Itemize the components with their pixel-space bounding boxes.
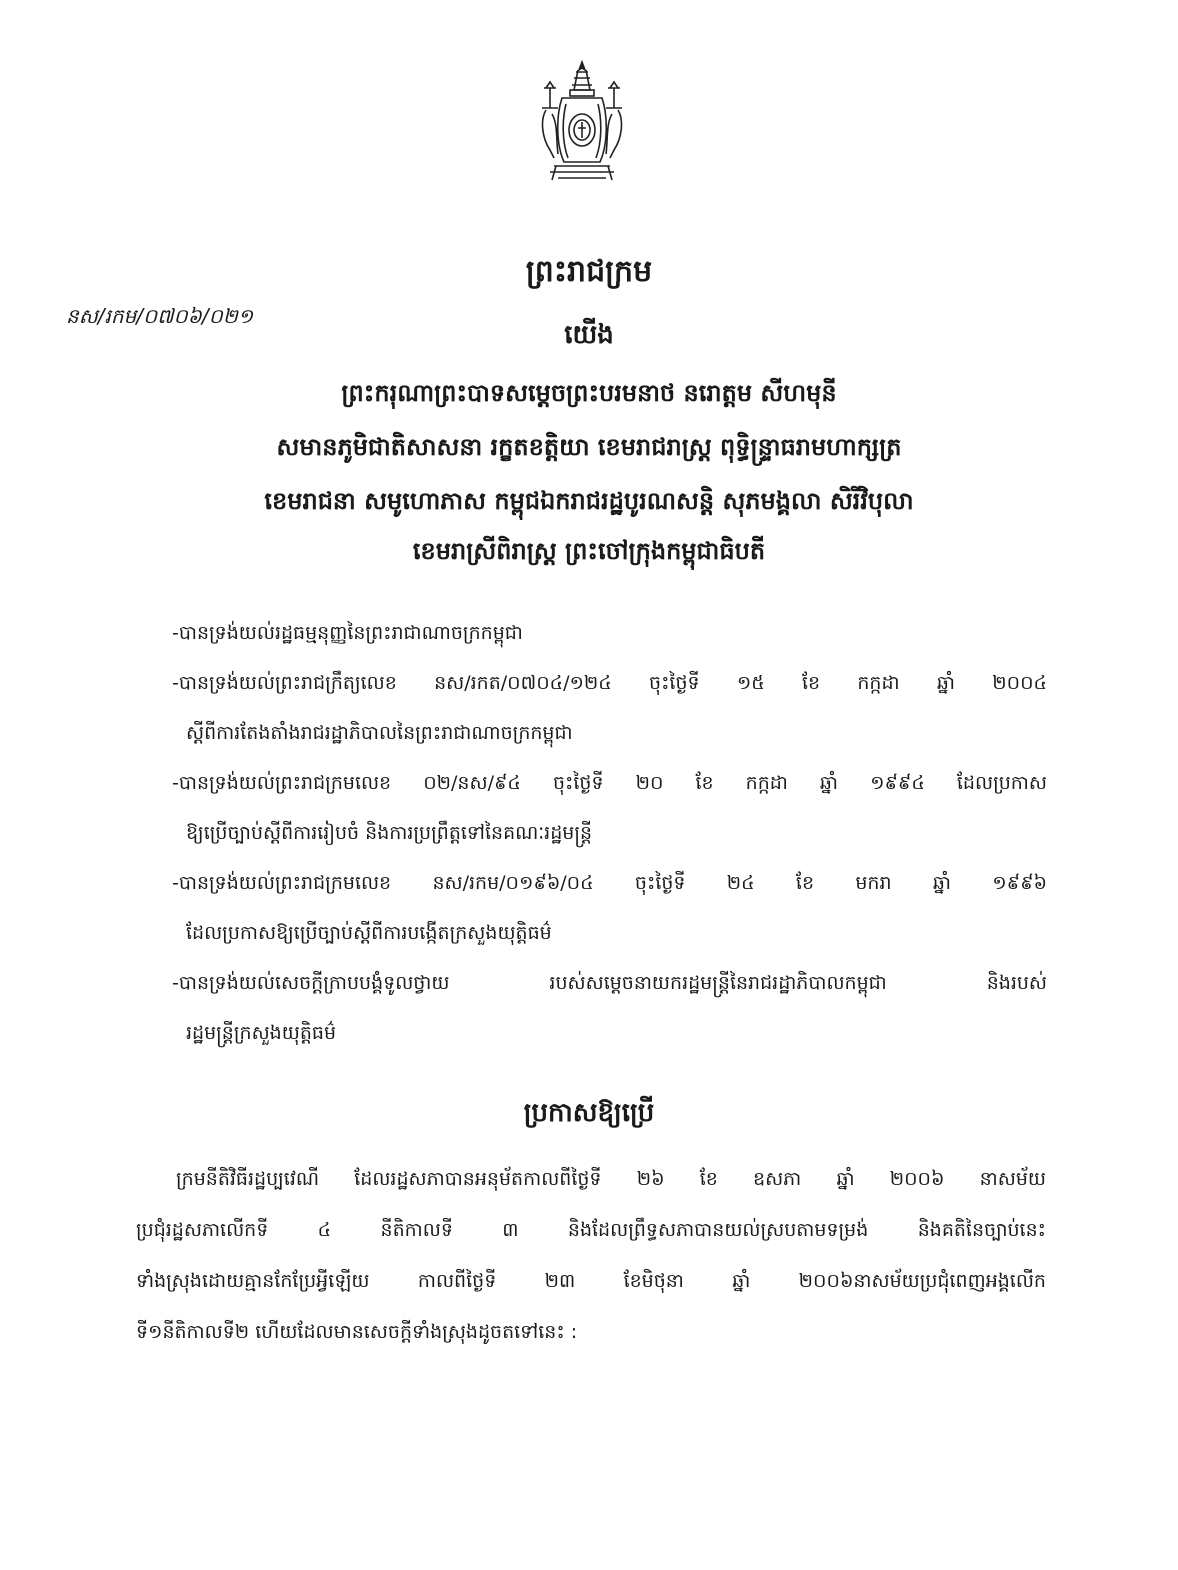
reference-number: នស/រកម/០៧០៦/០២១ <box>66 304 254 328</box>
yeung-heading: យើង <box>564 320 614 350</box>
vista-text: -បានទ្រង់យល់ព្រះរាជក្រឹត្យលេខ នស/រកត/០៧០៤/១២៤ ចុះថ្ងៃទី ១៥ ខែ កក្កដា ឆ្នាំ ២០០៤ <box>172 672 1047 694</box>
promulgation-heading: ប្រកាសឱ្យប្រើ <box>523 1098 655 1128</box>
body-line: ប្រជុំរដ្ឋសភាលើកទី ៤ នីតិកាលទី ៣ និងដែលព្រឹទ្ធសភាបានយល់ស្របតាមទម្រង់ និងគតិនៃច្បាប់នេះ <box>136 1219 1046 1241</box>
vista-text: -បានទ្រង់យល់ព្រះរាជក្រមលេខ ០២/នស/៩៤ ចុះថ្ងៃទី ២០ ខែ កក្កដា ឆ្នាំ ១៩៩៤ ដែលប្រកាស <box>172 772 1047 794</box>
vista-item <box>172 608 1047 658</box>
vista-continuation: ស្តីពីការតែងតាំងរាជរដ្ឋាភិបាលនៃព្រះរាជាណាចក្រកម្ពុជា <box>186 722 573 744</box>
decree-title: ព្រះរាជក្រម <box>525 254 653 289</box>
vista-continuation: ដែលប្រកាសឱ្យប្រើច្បាប់ស្តីពីការបង្កើតក្រសួងយុត្តិធម៌ <box>186 922 552 944</box>
vista-text: -បានទ្រង់យល់សេចក្តីក្រាបបង្គំទូលថ្វាយ របស់សម្តេចនាយករដ្ឋមន្ត្រីនៃរាជរដ្ឋាភិបាលកម្ពុជា និងរបស់ <box>172 972 1047 994</box>
body-line: ទាំងស្រុងដោយគ្មានកែប្រែអ្វីឡើយ កាលពីថ្ងៃទី ២៣ ខែមិថុនា ឆ្នាំ ២០០៦នាសម័យប្រជុំពេញអង្គលើក <box>136 1270 1046 1292</box>
king-title-line: ខេមរាជនា សមូហោភាស កម្ពុជឯករាជរដ្ឋបូរណសន្តិ សុភមង្គលា សិរីវិបុលា <box>264 487 914 515</box>
body-line: ទី១នីតិកាលទី២ ហើយដែលមានសេចក្តីទាំងស្រុងដូចតទៅនេះ : <box>136 1321 578 1343</box>
vista-text: -បានទ្រង់យល់រដ្ឋធម្មនុញ្ញនៃព្រះរាជាណាចក្រកម្ពុជា <box>172 622 523 644</box>
vista-text: -បានទ្រង់យល់ព្រះរាជក្រមលេខ នស/រកម/០១៩៦/០៤ ចុះថ្ងៃទី ២៤ ខែ មករា ឆ្នាំ ១៩៩៦ <box>172 872 1047 894</box>
vista-item <box>172 758 1047 858</box>
king-title-line: សមានភូមិជាតិសាសនា រក្ខតខត្តិយា ខេមរាជរាស្ត្រ ពុទ្ធិន្ទ្រាធរាមហាក្សត្រ <box>276 433 902 461</box>
vista-item <box>172 658 1047 758</box>
vista-item <box>172 858 1047 958</box>
vista-item <box>172 958 1047 1058</box>
king-title-line: ព្រះករុណាព្រះបាទសម្តេចព្រះបរមនាថ នរោត្តម សីហមុនី <box>341 379 837 407</box>
vista-list <box>172 608 1047 1058</box>
vista-continuation: រដ្ឋមន្ត្រីក្រសួងយុត្តិធម៌ <box>186 1022 337 1044</box>
promulgation-body <box>136 1154 1046 1358</box>
vista-continuation: ឱ្យប្រើច្បាប់ស្តីពីការរៀបចំ និងការប្រព្រឹត្តទៅនៃគណៈរដ្ឋមន្ត្រី <box>186 822 593 844</box>
royal-arms-emblem-icon <box>532 58 632 188</box>
body-line: ក្រមនីតិវិធីរដ្ឋប្បវេណី ដែលរដ្ឋសភាបានអនុម័តកាលពីថ្ងៃទី ២៦ ខែ ឧសភា ឆ្នាំ ២០០៦ នាសម័យ <box>176 1168 1046 1190</box>
king-title-line: ខេមរាស្រីពិរាស្ត្រ ព្រះចៅក្រុងកម្ពុជាធិបតី <box>412 537 766 565</box>
